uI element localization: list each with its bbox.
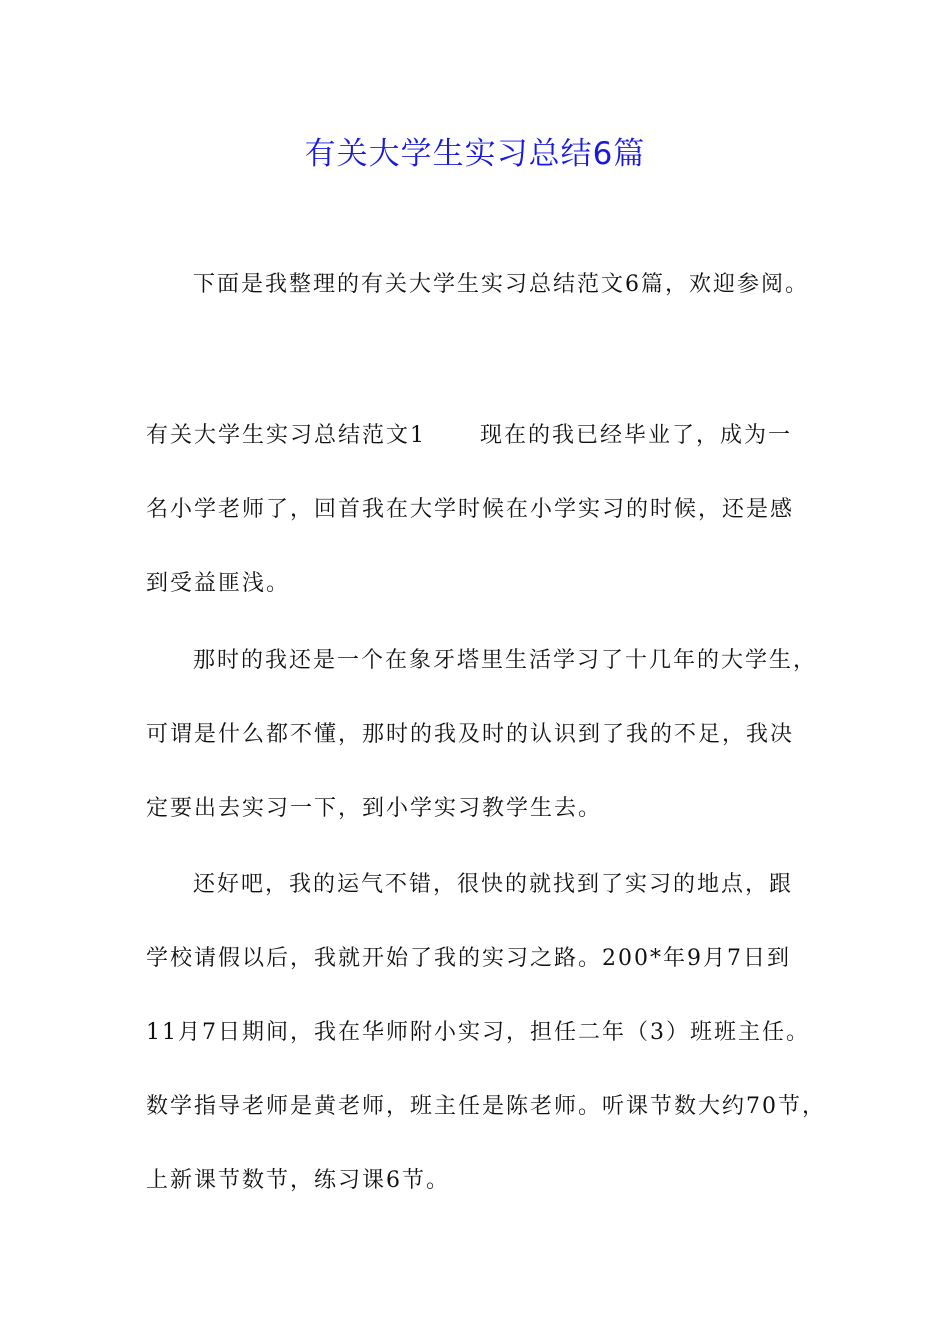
section-heading: 有关大学生实习总结范文1 xyxy=(146,423,426,448)
intro-paragraph: 下面是我整理的有关大学生实习总结范文6篇，欢迎参阅。 xyxy=(193,272,809,297)
document-title: 有关大学生实习总结6篇 xyxy=(304,136,646,172)
paragraph-line: 定要出去实习一下，到小学实习教学生去。 xyxy=(146,796,603,821)
paragraph-line: 上新课节数节，练习课6节。 xyxy=(146,1168,450,1193)
paragraph-line: 还好吧，我的运气不错，很快的就找到了实习的地点，跟 xyxy=(193,872,794,897)
paragraph-line: 名小学老师了，回首我在大学时候在小学实习的时候，还是感 xyxy=(146,497,795,522)
paragraph-line: 数学指导老师是黄老师，班主任是陈老师。听课节数大约70节， xyxy=(146,1094,826,1119)
paragraph-line: 学校请假以后，我就开始了我的实习之路。200*年9月7日到 xyxy=(146,946,791,971)
paragraph-line xyxy=(146,419,816,453)
paragraph-text: 现在的我已经毕业了，成为一 xyxy=(480,423,793,448)
paragraph-line: 那时的我还是一个在象牙塔里生活学习了十几年的大学生， xyxy=(193,648,818,673)
paragraph-line: 11月7日期间，我在华师附小实习，担任二年（3）班班主任。 xyxy=(146,1020,810,1045)
paragraph-line: 到受益匪浅。 xyxy=(146,571,291,596)
paragraph-line: 可谓是什么都不懂，那时的我及时的认识到了我的不足，我决 xyxy=(146,722,795,747)
